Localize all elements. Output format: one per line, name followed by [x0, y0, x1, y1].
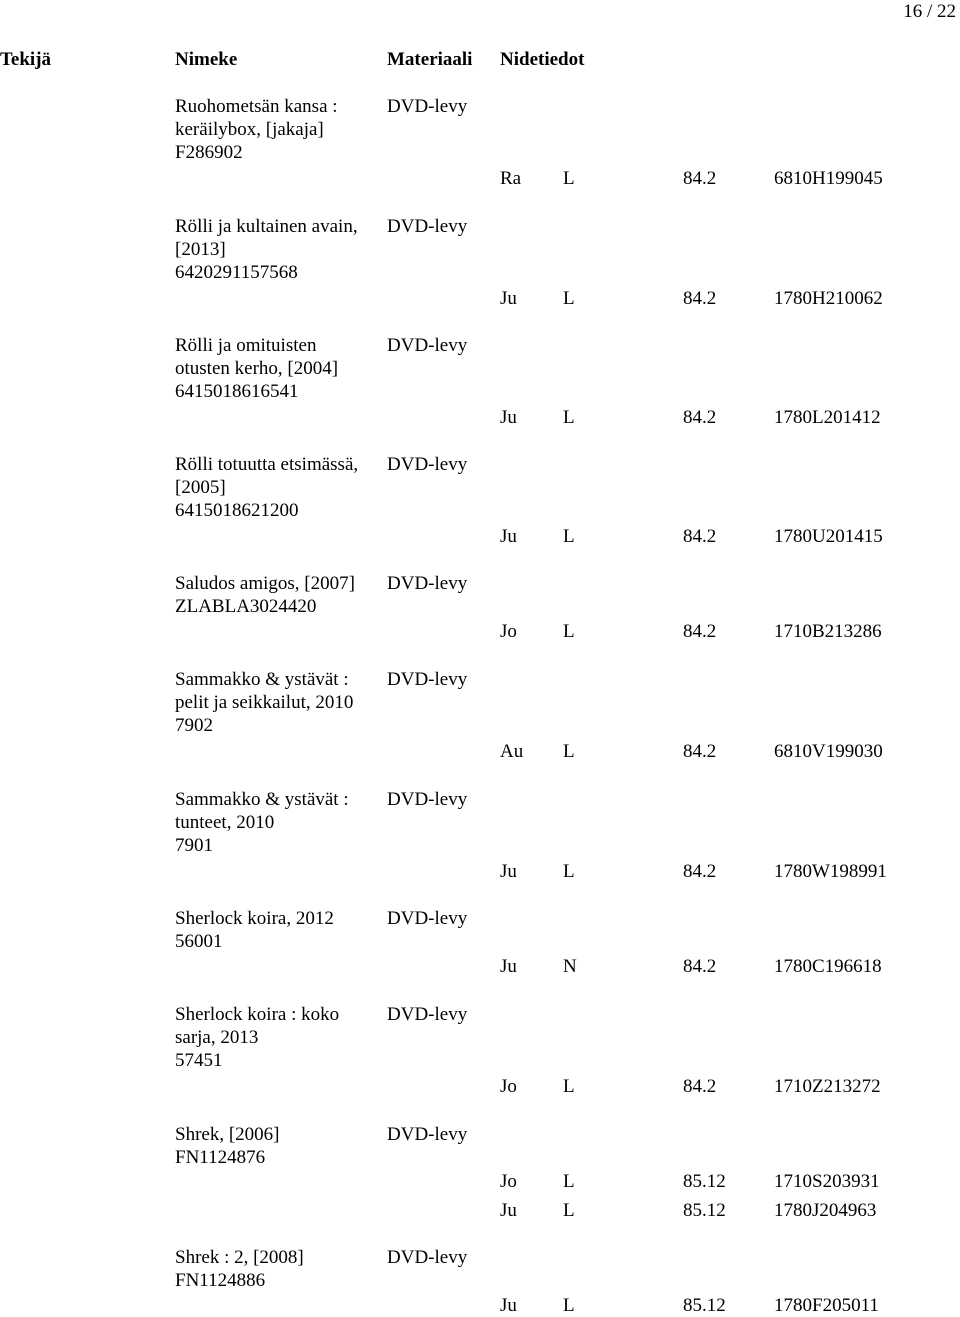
entry-title-line: 6415018616541 — [175, 381, 299, 402]
holding-row — [0, 525, 960, 548]
holding-id: 6810H199045 — [774, 168, 883, 189]
holding-row — [0, 406, 960, 429]
holding-class: 85.12 — [683, 1295, 726, 1316]
entry-title-line: 7902 — [175, 715, 213, 736]
entry-title-line: sarja, 2013 — [175, 1027, 259, 1048]
entry-title — [175, 1003, 339, 1072]
entry-title-line: Saludos amigos, [2007] — [175, 573, 355, 594]
entry-material: DVD-levy — [387, 573, 468, 594]
entry-title-line: tunteet, 2010 — [175, 812, 275, 833]
entry-title — [175, 907, 334, 953]
holding-location: Jo — [500, 1076, 517, 1097]
holding-class: 84.2 — [683, 288, 717, 309]
holding-row — [0, 167, 960, 190]
holding-id: 1780J204963 — [774, 1200, 877, 1221]
holding-level: L — [563, 1295, 575, 1316]
holding-row — [0, 740, 960, 763]
holding-class: 84.2 — [683, 621, 717, 642]
holding-level: N — [563, 956, 577, 977]
holding-row — [0, 1294, 960, 1317]
entry-material: DVD-levy — [387, 1247, 468, 1268]
entry-material: DVD-levy — [387, 216, 468, 237]
holding-location: Ju — [500, 956, 517, 977]
entry-title-line: FN1124886 — [175, 1270, 266, 1291]
holding-location: Ju — [500, 407, 517, 428]
holding-level: L — [563, 861, 575, 882]
holding-level: L — [563, 1200, 575, 1221]
holding-id: 1780W198991 — [774, 861, 887, 882]
entry-title-line: F286902 — [175, 142, 243, 163]
holding-class: 84.2 — [683, 407, 717, 428]
holding-id: 1780F205011 — [774, 1295, 879, 1316]
entry-title-line: 6420291157568 — [175, 262, 298, 283]
holding-row — [0, 1075, 960, 1098]
entry-title — [175, 1246, 304, 1292]
holding-id: 6810V199030 — [774, 741, 883, 762]
holding-level: L — [563, 288, 575, 309]
entry-title — [175, 95, 338, 164]
entry-title-line: Sammakko & ystävät : — [175, 789, 349, 810]
entry-title-line: 57451 — [175, 1050, 223, 1071]
entry-title-line: Ruohometsän kansa : — [175, 96, 338, 117]
holding-location: Au — [500, 741, 524, 762]
holding-id: 1710B213286 — [774, 621, 882, 642]
entry-material: DVD-levy — [387, 1004, 468, 1025]
holding-class: 84.2 — [683, 1076, 717, 1097]
holding-id: 1780L201412 — [774, 407, 881, 428]
holding-location: Jo — [500, 1171, 517, 1192]
holding-level: L — [563, 621, 575, 642]
holding-id: 1780C196618 — [774, 956, 882, 977]
entry-title-line: Shrek : 2, [2008] — [175, 1247, 304, 1268]
entry-title — [175, 453, 358, 522]
holding-id: 1780H210062 — [774, 288, 883, 309]
holding-level: L — [563, 1171, 575, 1192]
holding-level: L — [563, 168, 575, 189]
entry-material: DVD-levy — [387, 96, 468, 117]
holding-location: Ju — [500, 1295, 517, 1316]
column-header-nimeke: Nimeke — [175, 49, 238, 70]
entry-title — [175, 1123, 279, 1169]
entry-title — [175, 788, 349, 857]
entry-title-line: Rölli totuutta etsimässä, — [175, 454, 359, 475]
entry-title — [175, 334, 338, 403]
column-header-materiaali: Materiaali — [387, 49, 473, 70]
holding-location: Jo — [500, 621, 517, 642]
holding-row — [0, 1199, 960, 1222]
holding-class: 84.2 — [683, 861, 717, 882]
entry-title-line: Rölli ja omituisten — [175, 335, 317, 356]
entry-title-line: 7901 — [175, 835, 213, 856]
holding-id: 1780U201415 — [774, 526, 883, 547]
entry-title-line: Sherlock koira : koko — [175, 1004, 340, 1025]
holding-class: 85.12 — [683, 1171, 726, 1192]
entry-title-line: keräilybox, [jakaja] — [175, 119, 324, 140]
holding-location: Ra — [500, 168, 522, 189]
entry-title-line: 56001 — [175, 931, 223, 952]
holding-row — [0, 955, 960, 978]
entry-material: DVD-levy — [387, 1124, 468, 1145]
column-header-tekija: Tekijä — [0, 49, 52, 70]
holding-location: Ju — [500, 526, 517, 547]
entry-title — [175, 215, 358, 284]
entry-material: DVD-levy — [387, 335, 468, 356]
entry-title-line: pelit ja seikkailut, 2010 — [175, 692, 354, 713]
holding-id: 1710Z213272 — [774, 1076, 881, 1097]
entry-title-line: Sammakko & ystävät : — [175, 669, 349, 690]
holding-row — [0, 1170, 960, 1193]
entry-title-line: [2005] — [175, 477, 226, 498]
holding-location: Ju — [500, 861, 517, 882]
entry-material: DVD-levy — [387, 789, 468, 810]
holding-class: 84.2 — [683, 956, 717, 977]
holding-location: Ju — [500, 1200, 517, 1221]
entry-title — [175, 668, 353, 737]
holding-class: 84.2 — [683, 526, 717, 547]
holding-level: L — [563, 526, 575, 547]
holding-level: L — [563, 1076, 575, 1097]
entry-title-line: Sherlock koira, 2012 — [175, 908, 334, 929]
holding-class: 85.12 — [683, 1200, 726, 1221]
holding-row — [0, 860, 960, 883]
entry-title — [175, 572, 355, 618]
entry-title-line: Shrek, [2006] — [175, 1124, 280, 1145]
holding-level: L — [563, 407, 575, 428]
holding-id: 1710S203931 — [774, 1171, 880, 1192]
entry-title-line: 6415018621200 — [175, 500, 299, 521]
holding-class: 84.2 — [683, 741, 717, 762]
entry-title-line: ZLABLA3024420 — [175, 596, 317, 617]
holding-row — [0, 287, 960, 310]
holding-row — [0, 620, 960, 643]
entry-title-line: [2013] — [175, 239, 226, 260]
column-header-nidetiedot: Nidetiedot — [500, 49, 585, 70]
entry-title-line: FN1124876 — [175, 1147, 266, 1168]
holding-location: Ju — [500, 288, 517, 309]
entry-title-line: otusten kerho, [2004] — [175, 358, 339, 379]
holding-level: L — [563, 741, 575, 762]
holding-class: 84.2 — [683, 168, 717, 189]
entry-material: DVD-levy — [387, 908, 468, 929]
entry-material: DVD-levy — [387, 454, 468, 475]
page-number: 16 / 22 — [903, 1, 956, 22]
entry-title-line: Rölli ja kultainen avain, — [175, 216, 358, 237]
entry-material: DVD-levy — [387, 669, 468, 690]
